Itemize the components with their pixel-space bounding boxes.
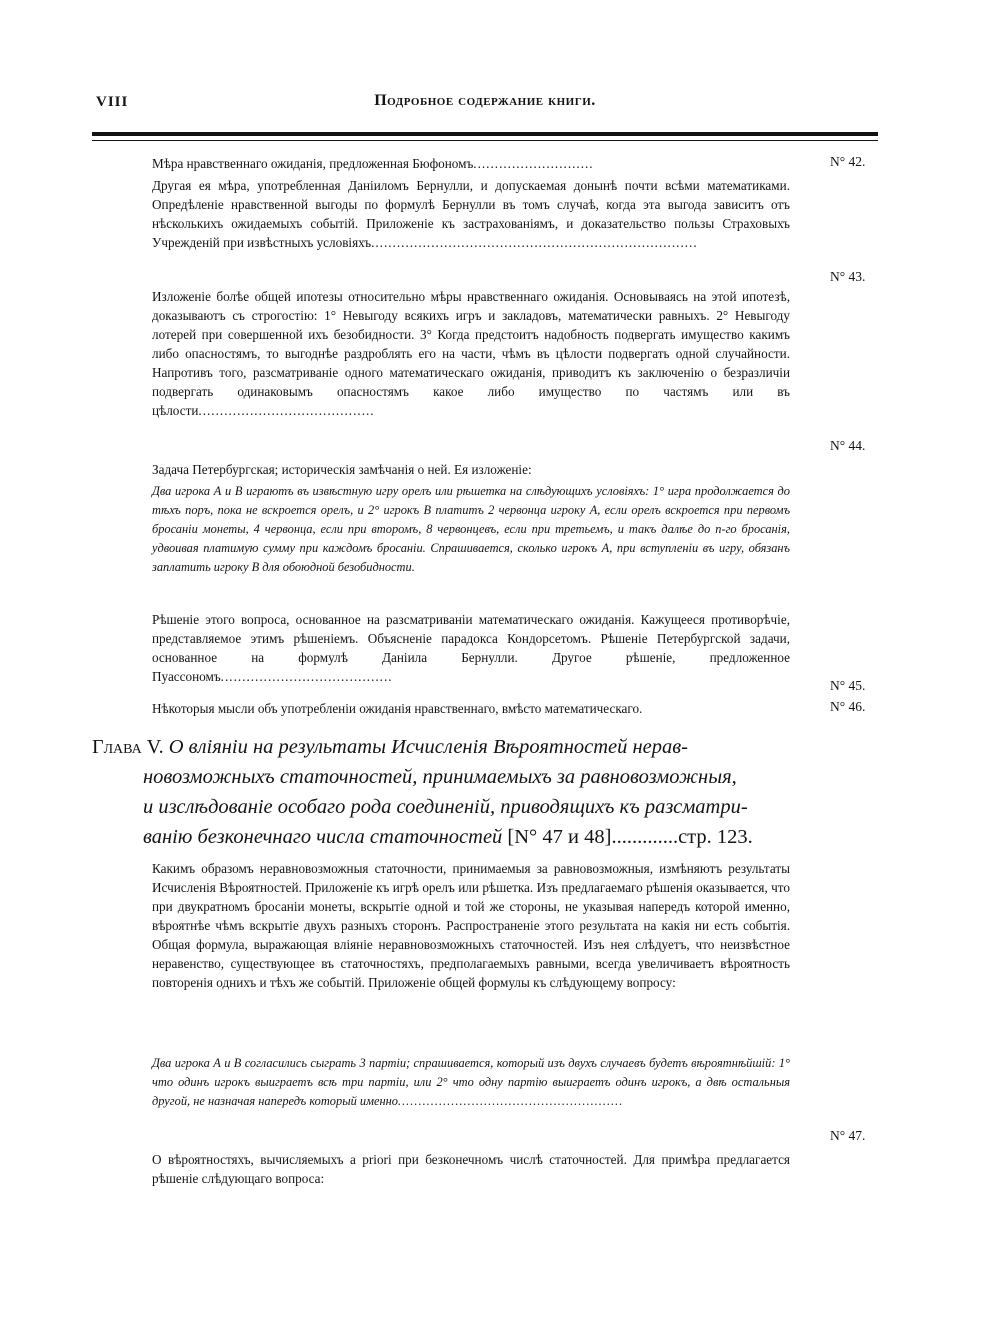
leader-dots: ............................	[473, 156, 594, 171]
section-ref: N° 46.	[830, 699, 866, 714]
entry-text: Изложеніе болѣе общей ипотезы относительно мѣры нравственнаго ожиданія. Основываясь на этой ипотезѣ, доказываютъ съ строгостію: 1° Невыгоду всякихъ игръ и закладовъ, математически равныхъ. 2° Невыгоду лотерей при совершенной ихъ безобидности. 3° Когда предстоитъ надобность подвергать имущество какимъ либо опасностямъ, то выгоднѣе раздроблять его на части, чѣмъ въ цѣлости подвергать одной случайности. Напротивъ того, разсматриваніе одного математическаго ожиданія, приводитъ къ заключенію о безразличіи подвергать одинаковымъ опасностямъ какое либо имущество по частямъ или въ цѣлости	[152, 289, 790, 418]
leader-dots: .............	[611, 826, 679, 848]
section-ref: N° 45.	[830, 678, 866, 693]
toc-entry	[152, 699, 790, 718]
toc-entry	[152, 460, 790, 479]
header-rule-thin	[92, 140, 878, 141]
leader-dots: .......................................................	[397, 1094, 624, 1108]
chapter-label: Глава V.	[92, 736, 164, 758]
toc-entry	[152, 1150, 790, 1188]
leader-dots: .........................................	[198, 403, 375, 418]
section-ref: N° 43.	[830, 269, 866, 284]
section-ref: N° 47.	[830, 1128, 866, 1143]
header-rule-thick	[92, 132, 878, 136]
entry-text: Два игрока А и В согласились сыграть 3 партіи; спрашивается, который изъ двухъ случаевъ будетъ вѣроятнѣйшій: 1° что одинъ игрокъ выиграетъ всѣ три партіи, или 2° что одну партію выиграетъ одинъ игрокъ, а двѣ остальныя другой, не назначая напередъ который именно	[152, 1056, 790, 1108]
problem-statement	[152, 1054, 790, 1111]
leader-dots: ............................................................................	[371, 235, 698, 250]
entry-text: Два игрока А и В играютъ въ извѣстную игру орелъ или рѣшетка на слѣдующихъ условіяхъ: 1° игра продолжается до тѣхъ поръ, пока не вскроется орелъ, и 2° игрокъ В платитъ 2 червонца игроку А, если орелъ вскроется при первомъ бросаніи монеты, 4 червонца, если при второмъ, 8 червонцевъ, если при третьемъ, и такъ далѣе до n-го бросанія, удвоивая платимую сумму при каждомъ бросаніи. Спрашивается, сколько игрокъ А, при вступленіи въ игру, обязанъ заплатить игроку В для обоюдной безобидности.	[152, 484, 790, 574]
entry-text: Какимъ образомъ неравновозможныя статочности, принимаемыя за равновозможныя, измѣняютъ результаты Исчисленія Вѣроятностей. Приложеніе къ игрѣ орелъ или рѣшетка. Изъ предлагаемаго рѣшенія оказывается, что при двукратномъ бросаніи монеты, вскрытіе одной и той же стороны, не указывая напередъ которой именно, вѣроятнѣе чѣмъ вскрытіе двухъ разныхъ сторонъ. Распространеніе этого результата на какія ни есть событія. Общая формула, выражающая вліяніе неравновозможныхъ статочностей. Изъ нея слѣдуетъ, что неизвѣстное неравенство, существующее въ статочностяхъ, предполагаемыхъ равными, всегда увеличиваетъ вѣроятность повторенія однихъ и тѣхъ же событій. Приложеніе общей формулы къ слѣдующему вопросу:	[152, 861, 790, 990]
section-ref: N° 42.	[830, 154, 866, 169]
chapter-page-ref: стр. 123.	[678, 826, 753, 848]
chapter-heading	[92, 732, 882, 852]
toc-entry	[152, 859, 790, 992]
chapter-section-range: [N° 47 и 48]	[507, 826, 612, 848]
entry-text: О вѣроятностяхъ, вычисляемыхъ a priori при безконечномъ числѣ статочностей. Для примѣра предлагается рѣшеніе слѣдующаго вопроса:	[152, 1152, 790, 1186]
entry-text: Задача Петербургская; историческія замѣчанія о ней. Ея изложеніе:	[152, 462, 532, 477]
section-ref: N° 44.	[830, 438, 866, 453]
toc-entry	[152, 176, 790, 252]
chapter-title-line: новозможныхъ статочностей, принимаемыхъ за равновозможныя,	[143, 766, 737, 788]
chapter-title-line: О вліяніи на результаты Исчисленія Вѣроятностей нерав-	[168, 736, 688, 758]
page-header	[90, 90, 880, 118]
entry-text: Мѣра нравственнаго ожиданія, предложенная Бюфономъ	[152, 156, 474, 171]
entry-text: Рѣшеніе этого вопроса, основанное на разсматриваніи математическаго ожиданія. Кажущееся противорѣчіе, представляемое этимъ рѣшеніемъ. Объясненіе парадокса Кондорсетомъ. Рѣшеніе Петербургской задачи, основанное на формулѣ Даніила Бернулли. Другое рѣшеніе, предложенное Пуассономъ	[152, 612, 790, 684]
toc-entry	[152, 154, 790, 173]
entry-text: Другая ея мѣра, употребленная Даніиломъ Бернулли, и допускаемая донынѣ почти всѣми математиками. Опредѣленіе нравственной выгоды по формулѣ Бернулли въ томъ случаѣ, когда эта выгода зависитъ отъ нѣсколькихъ ожидаемыхъ событій. Приложеніе къ застрахованіямъ, и доказательство пользы Страховыхъ Учрежденій при извѣстныхъ условіяхъ	[152, 178, 790, 250]
toc-entry	[152, 610, 790, 686]
problem-statement	[152, 482, 790, 577]
entry-text: Нѣкоторыя мысли объ употребленіи ожиданія нравственнаго, вмѣсто математическаго.	[152, 701, 643, 716]
running-title: Подробное содержание книги.	[374, 92, 596, 109]
leader-dots: ........................................	[220, 669, 393, 684]
chapter-title-line: ванію безконечнаго числа статочностей	[143, 826, 503, 848]
chapter-title-line: и изслѣдованіе особаго рода соединеній, приводящихъ къ разсматри-	[143, 796, 748, 818]
page-number: VIII	[96, 94, 129, 110]
toc-entry	[152, 287, 790, 420]
